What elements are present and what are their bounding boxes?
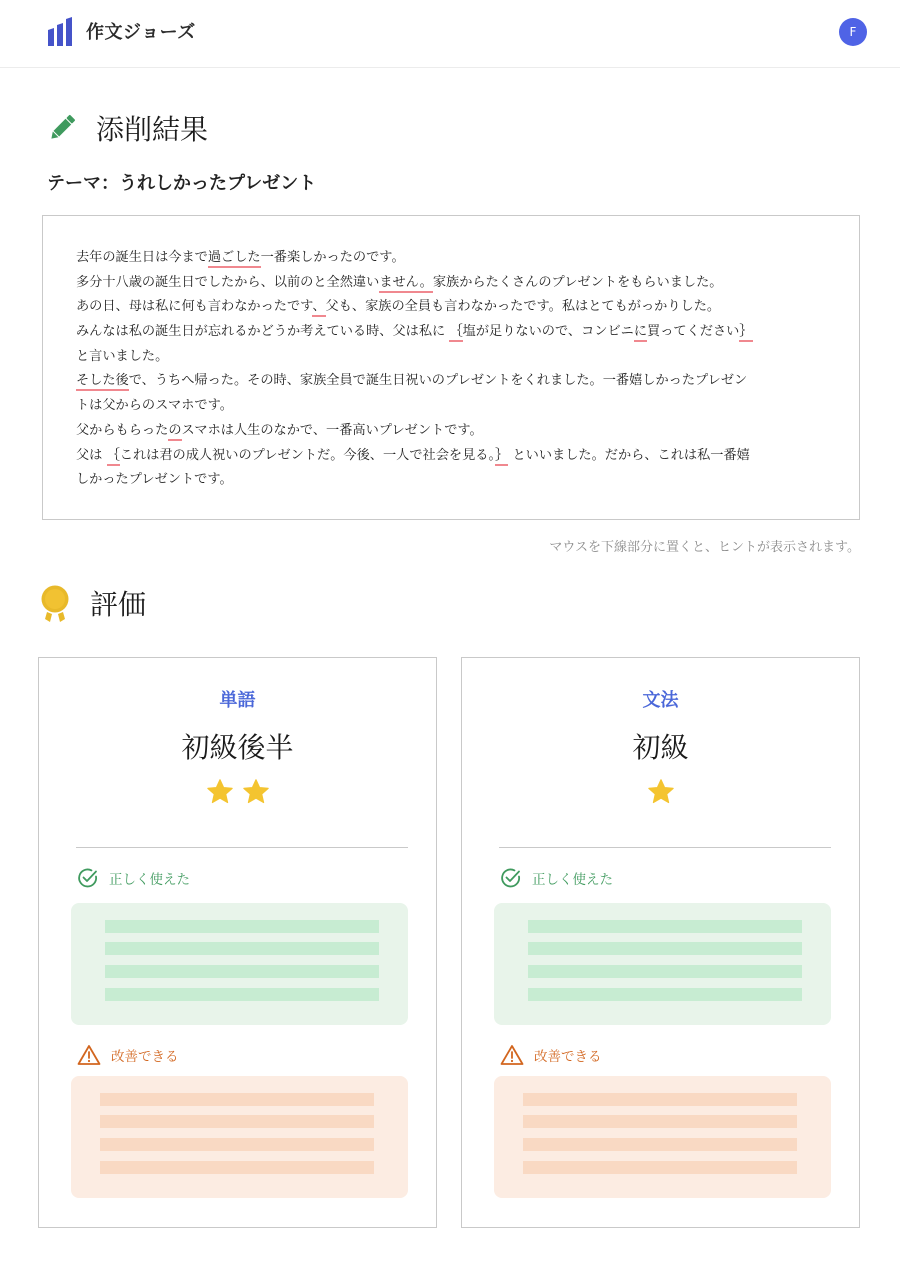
essay-text: で、うちへ帰った。その時、家族全員で誕生日祝いのプレゼントをくれました。一番嬉しかったプレゼン	[128, 373, 748, 389]
placeholder-line	[100, 1093, 374, 1106]
correction-underline[interactable]: ｛	[449, 324, 462, 342]
essay-text: 父も、家族の全員も言わなかったです。私はとてもがっかりした。	[325, 299, 721, 315]
correction-underline[interactable]: の	[168, 423, 181, 441]
placeholder-line	[523, 1115, 797, 1128]
correction-underline[interactable]: ｝	[739, 324, 752, 342]
essay-theme: テーマ：うれしかったプレゼント	[47, 173, 317, 194]
vocabulary-card	[38, 657, 437, 1228]
essay-text: あの日、母は私に何も言わなかったです	[76, 299, 313, 315]
essay-line	[76, 394, 827, 419]
essay-text: 買ってください	[647, 324, 740, 340]
essay-text: みんなは私の誕生日が忘れるかどうか考えている時、父は私に	[76, 324, 450, 340]
card-divider	[499, 847, 831, 848]
warning-icon	[77, 1044, 101, 1066]
improvement-heading	[500, 1044, 602, 1066]
check-circle-icon	[500, 867, 522, 889]
placeholder-line	[523, 1161, 797, 1174]
star-rating	[39, 778, 436, 806]
user-avatar[interactable]	[839, 18, 867, 46]
placeholder-line	[100, 1161, 374, 1174]
placeholder-line	[100, 1115, 374, 1128]
essay-line	[76, 271, 827, 296]
card-category-label: 文法	[642, 690, 679, 711]
correct-usage-heading	[77, 867, 190, 889]
result-title: 添削結果	[96, 113, 209, 146]
warning-icon	[500, 1044, 524, 1066]
correction-underline[interactable]: 、	[312, 299, 325, 317]
essay-text: しかったプレゼントです。	[76, 472, 233, 488]
correction-underline[interactable]: そした後	[76, 373, 129, 391]
essay-line	[76, 419, 827, 444]
pencil-icon	[46, 112, 78, 144]
placeholder-line	[523, 1093, 797, 1106]
improvement-label: 改善できる	[534, 1049, 602, 1065]
essay-text-box	[42, 215, 860, 520]
essay-line	[76, 468, 827, 493]
card-category-label: 単語	[219, 690, 256, 711]
essay-text: 去年の誕生日は今まで	[76, 250, 208, 265]
essay-text: 一番楽しかったのです。	[260, 250, 405, 265]
essay-text: 多分十八歳の誕生日でしたから、以前のと全然違い	[76, 274, 380, 290]
essay-text: 父からもらった	[76, 422, 169, 438]
star-icon	[206, 778, 234, 806]
grammar-card	[461, 657, 860, 1228]
correct-usage-list	[71, 903, 408, 1025]
placeholder-line	[528, 965, 802, 978]
correct-usage-heading	[500, 867, 613, 889]
improvement-list	[494, 1076, 831, 1198]
improvement-heading	[77, 1044, 179, 1066]
essay-line	[76, 345, 827, 370]
evaluation-heading	[40, 583, 146, 623]
correction-underline[interactable]: ｝	[495, 448, 508, 466]
card-divider	[76, 847, 408, 848]
placeholder-line	[100, 1138, 374, 1151]
correct-usage-label: 正しく使えた	[532, 872, 613, 888]
improvement-label: 改善できる	[111, 1049, 179, 1065]
app-header	[0, 0, 900, 68]
check-circle-icon	[77, 867, 99, 889]
app-logo[interactable]	[46, 14, 196, 48]
essay-line	[76, 295, 827, 320]
improvement-list	[71, 1076, 408, 1198]
star-icon	[242, 778, 270, 806]
correction-underline[interactable]: 過ごした	[208, 250, 261, 268]
essay-line	[76, 369, 827, 394]
placeholder-line	[528, 988, 802, 1001]
placeholder-line	[105, 988, 379, 1001]
placeholder-line	[523, 1138, 797, 1151]
avatar-initial: F	[849, 25, 857, 39]
placeholder-line	[528, 942, 802, 955]
placeholder-line	[105, 965, 379, 978]
essay-text: 塩が足りないので、コンビニ	[462, 324, 634, 340]
essay-line	[76, 444, 827, 469]
evaluation-title: 評価	[90, 588, 147, 621]
card-level: 初級	[632, 731, 689, 764]
correction-underline[interactable]: ません。	[379, 275, 433, 293]
star-icon	[647, 778, 675, 806]
hover-hint: マウスを下線部分に置くと、ヒントが表示されます。	[549, 540, 860, 555]
essay-text: スマホは人生のなかで、一番高いプレゼントです。	[181, 422, 483, 438]
essay-text: といいました。だから、これは私一番嬉	[508, 447, 750, 463]
correction-underline[interactable]: ｛	[107, 448, 120, 466]
star-rating	[462, 778, 859, 806]
placeholder-line	[105, 942, 379, 955]
correct-usage-list	[494, 903, 831, 1025]
essay-text: 父は	[76, 447, 107, 463]
correct-usage-label: 正しく使えた	[109, 872, 190, 888]
correction-underline[interactable]: に	[634, 324, 647, 342]
essay-text: と言いました。	[76, 348, 169, 364]
card-level: 初級後半	[181, 731, 294, 764]
placeholder-line	[528, 920, 802, 933]
award-medal-icon	[40, 584, 70, 622]
result-heading	[46, 108, 208, 148]
essay-line	[76, 320, 827, 345]
essay-text: これは君の成人祝いのプレゼントだ。今後、一人で社会を見る。	[119, 447, 496, 463]
essay-lines	[76, 246, 827, 493]
bar-chart-icon	[46, 14, 76, 48]
essay-text: トは父からのスマホです。	[76, 398, 233, 414]
essay-text: 家族からたくさんのプレゼントをもらいました。	[432, 274, 723, 290]
essay-line	[76, 246, 827, 271]
placeholder-line	[105, 920, 379, 933]
app-name: 作文ジョーズ	[86, 22, 196, 43]
